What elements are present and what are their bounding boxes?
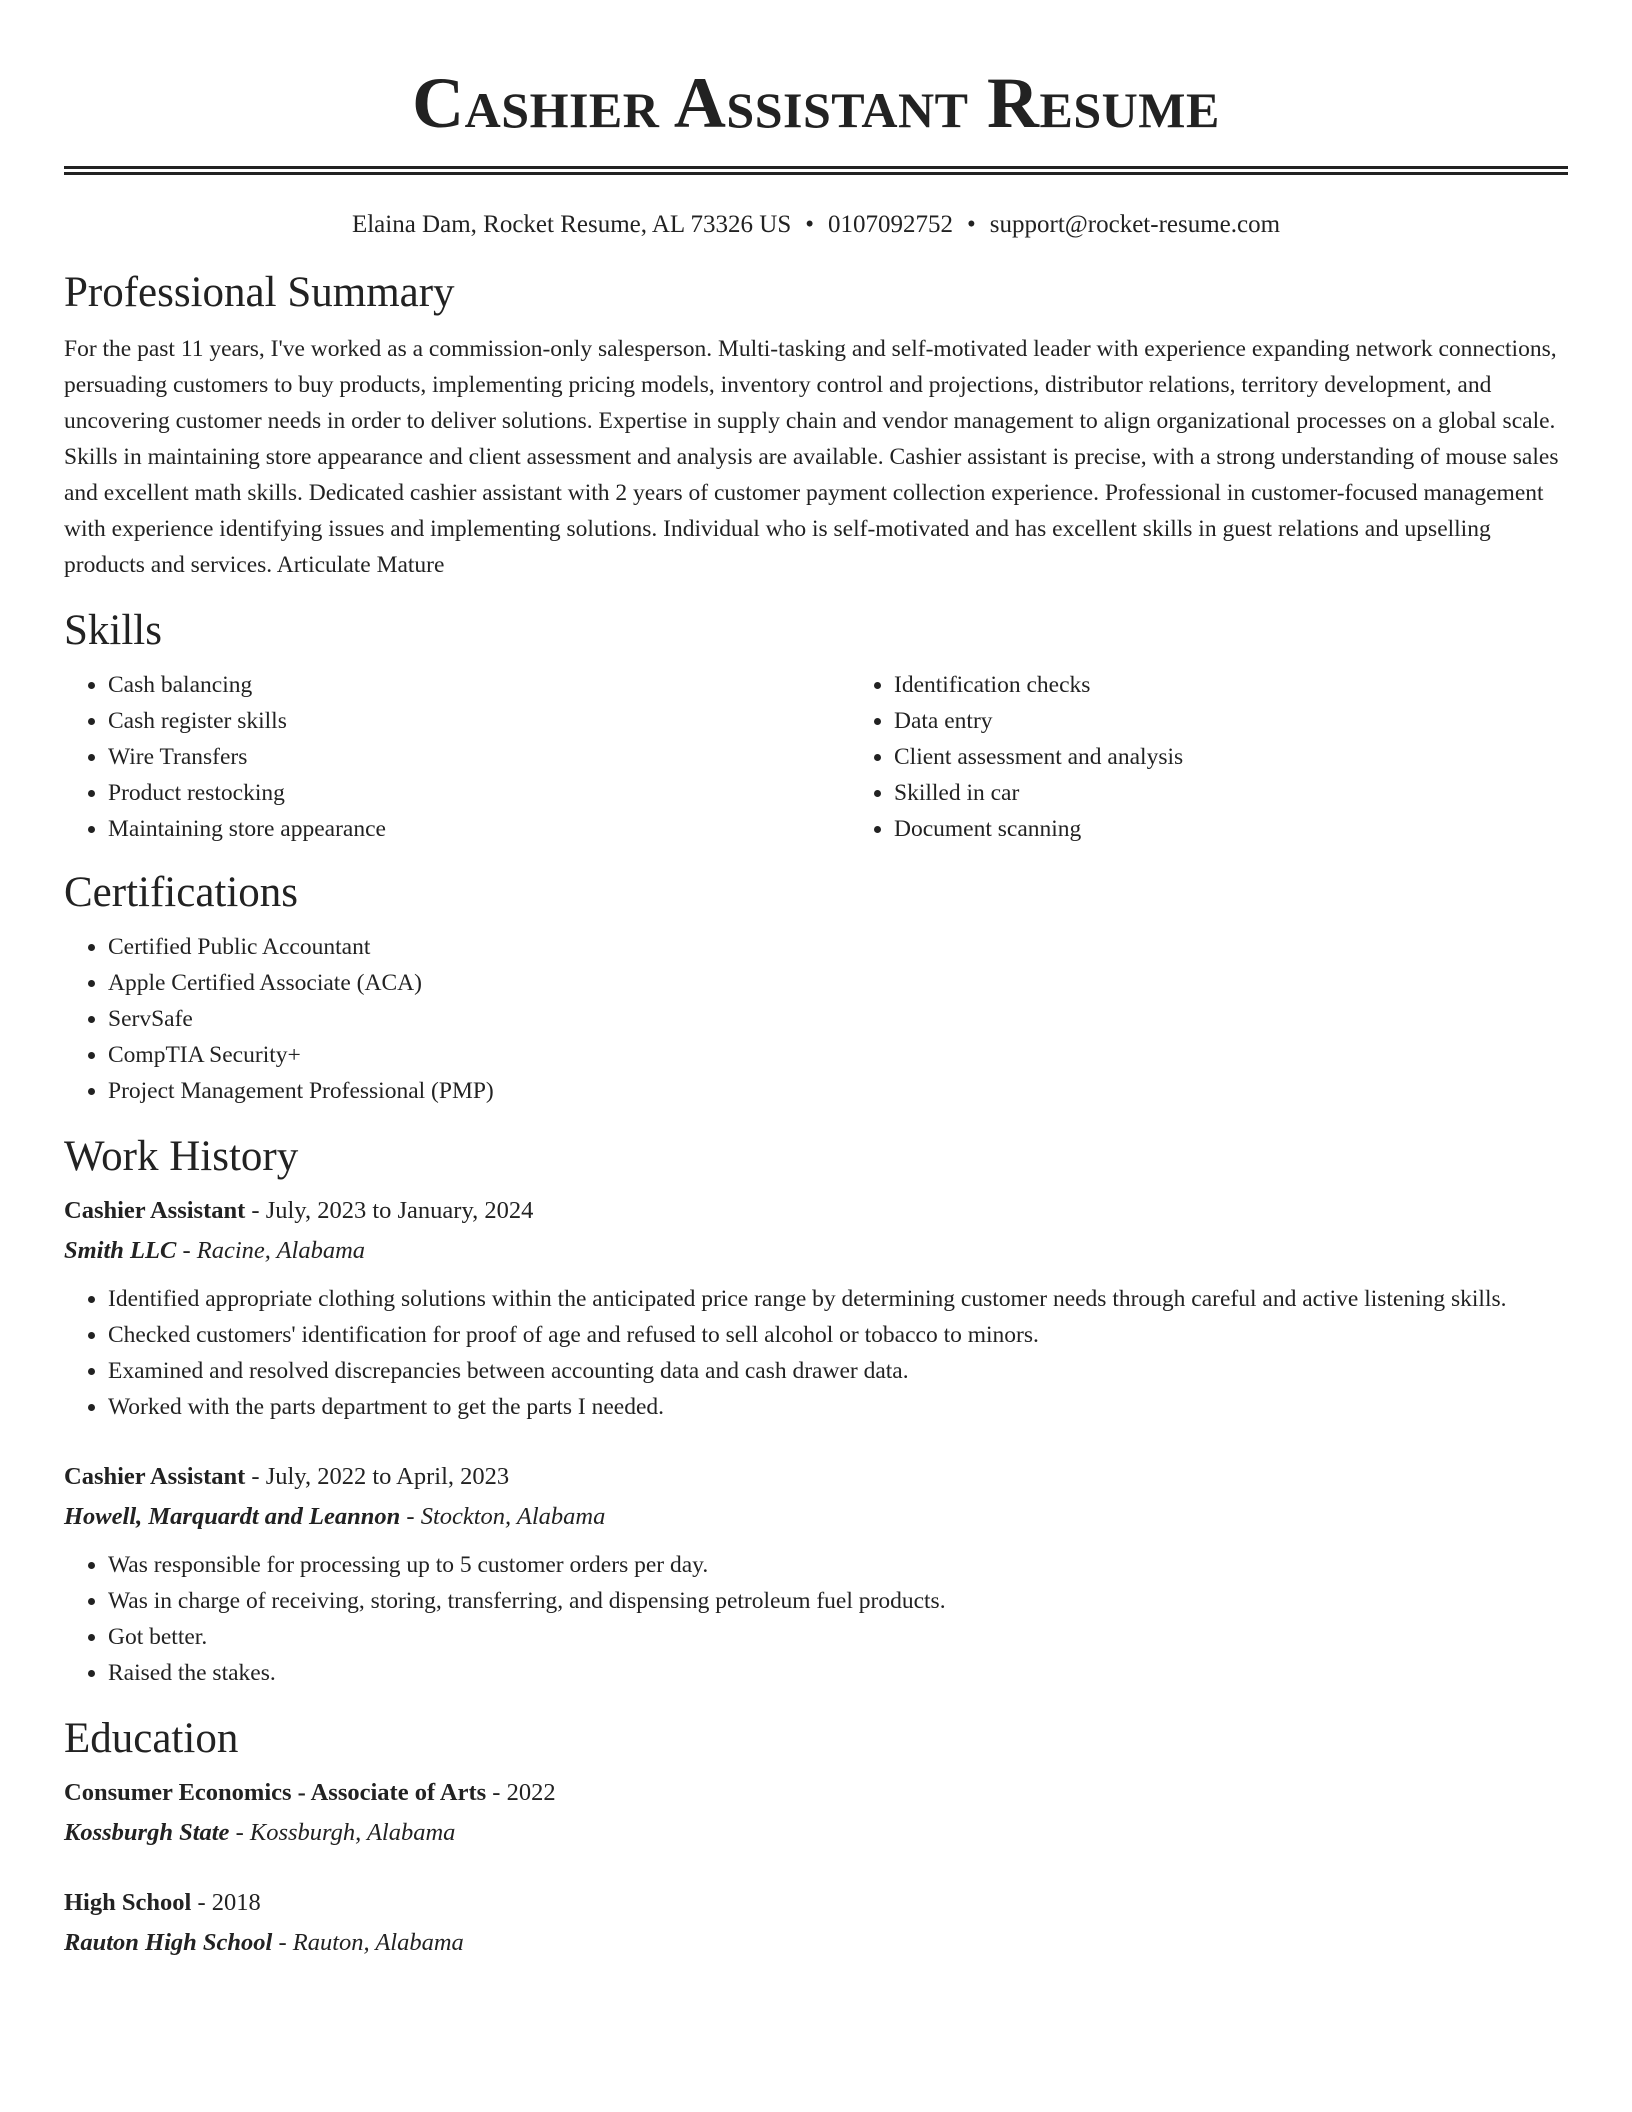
job-company: Smith LLC — [64, 1237, 177, 1264]
contact-line — [64, 209, 1568, 241]
work-history-heading: Work History — [64, 1133, 299, 1180]
job-location: Racine, Alabama — [196, 1237, 366, 1264]
certification-item: • Project Management Professional (PMP) — [108, 1073, 1568, 1109]
contact-separator: • — [967, 211, 976, 238]
contact-email: support@rocket-resume.com — [989, 211, 1281, 238]
job-duties-list — [64, 1547, 1568, 1691]
skills-heading: Skills — [64, 607, 162, 654]
job-entry — [64, 1457, 1568, 1691]
skill-item: • Product restocking — [108, 775, 850, 811]
contact-separator: • — [805, 211, 814, 238]
skill-item: • Identification checks — [894, 667, 1632, 703]
certifications-heading: Certifications — [64, 869, 299, 916]
education-degree-line — [64, 1883, 1568, 1923]
skill-item: • Document scanning — [894, 811, 1632, 847]
education-entry — [64, 1773, 1568, 1853]
summary-heading: Professional Summary — [64, 269, 455, 316]
skill-item: • Data entry — [894, 703, 1632, 739]
summary-text: For the past 11 years, I've worked as a commission-only salesperson. Multi-tasking and self-motivated leader with experience expanding network connections, persuading customers to buy products, implementing pricing models, inventory control and projections, distributor relations, territory development, and uncovering customer needs in order to deliver solutions. Expertise in supply chain and vendor management to align organizational processes on a global scale. Skills in maintaining store appearance and client assessment and analysis are available. Cashier assistant is precise, with a strong understanding of mouse sales and excellent math skills. Dedicated cashier assistant with 2 years of customer payment collection experience. Professional in customer-focused management with experience identifying issues and implementing solutions. Individual who is self-motivated and has excellent skills in guest relations and upselling products and services. Articulate Mature — [64, 336, 1559, 578]
education-school: Kossburgh State — [64, 1819, 230, 1846]
job-company: Howell, Marquardt and Leannon — [64, 1503, 401, 1530]
dash: - — [176, 1237, 197, 1264]
job-title-line — [64, 1457, 1568, 1497]
certifications-list — [64, 929, 1568, 1109]
job-duty: • Raised the stakes. — [108, 1655, 1568, 1691]
job-duties-list — [64, 1281, 1568, 1425]
resume-title: Cashier Assistant Resume — [412, 63, 1220, 143]
dash: - — [400, 1503, 421, 1530]
job-location: Stockton, Alabama — [420, 1503, 606, 1530]
education-school: Rauton High School — [64, 1929, 273, 1956]
job-duty: • Worked with the parts department to get the parts I needed. — [108, 1389, 1568, 1425]
job-duty: • Identified appropriate clothing solutions within the anticipated price range by determining customer needs through careful and active listening skills. — [108, 1281, 1568, 1317]
certification-item: • ServSafe — [108, 1001, 1568, 1037]
job-duty: • Examined and resolved discrepancies between accounting data and cash drawer data. — [108, 1353, 1568, 1389]
education-location: Rauton, Alabama — [292, 1929, 464, 1956]
title-divider — [64, 166, 1568, 175]
education-location: Kossburgh, Alabama — [249, 1819, 456, 1846]
contact-address: Elaina Dam, Rocket Resume, AL 73326 US — [351, 211, 792, 238]
job-duty: • Checked customers' identification for proof of age and refused to sell alcohol or tobacco to minors. — [108, 1317, 1568, 1353]
skill-item: • Wire Transfers — [108, 739, 850, 775]
dash: - — [229, 1819, 250, 1846]
certification-item: • Certified Public Accountant — [108, 929, 1568, 965]
dash: - — [245, 1463, 266, 1490]
job-duty: • Was responsible for processing up to 5 customer orders per day. — [108, 1547, 1568, 1583]
skills-column-left — [64, 667, 850, 847]
contact-phone: 0107092752 — [828, 211, 953, 238]
job-title-line — [64, 1191, 1568, 1231]
job-dates: July, 2023 to January, 2024 — [265, 1197, 534, 1224]
job-company-line — [64, 1497, 1568, 1537]
job-role: Cashier Assistant — [64, 1197, 246, 1224]
skill-item: • Skilled in car — [894, 775, 1632, 811]
job-duty: • Was in charge of receiving, storing, transferring, and dispensing petroleum fuel products. — [108, 1583, 1568, 1619]
job-company-line — [64, 1231, 1568, 1271]
education-degree-line — [64, 1773, 1568, 1813]
education-year: 2022 — [506, 1779, 556, 1806]
education-year: 2018 — [211, 1889, 261, 1916]
skill-item: • Maintaining store appearance — [108, 811, 850, 847]
dash: - — [191, 1889, 212, 1916]
dash: - — [272, 1929, 293, 1956]
job-role: Cashier Assistant — [64, 1463, 246, 1490]
skill-item: • Cash register skills — [108, 703, 850, 739]
job-dates: July, 2022 to April, 2023 — [265, 1463, 510, 1490]
skill-item: • Cash balancing — [108, 667, 850, 703]
certification-item: • Apple Certified Associate (ACA) — [108, 965, 1568, 1001]
dash: - — [486, 1779, 507, 1806]
skills-list — [64, 667, 1568, 847]
education-heading: Education — [64, 1715, 239, 1762]
education-entry — [64, 1883, 1568, 1963]
dash: - — [245, 1197, 266, 1224]
education-school-line — [64, 1813, 1568, 1853]
job-entry — [64, 1191, 1568, 1425]
skill-item: • Client assessment and analysis — [894, 739, 1632, 775]
education-degree: Consumer Economics - Associate of Arts — [64, 1779, 487, 1806]
education-school-line — [64, 1923, 1568, 1963]
education-degree: High School — [64, 1889, 192, 1916]
job-duty: • Got better. — [108, 1619, 1568, 1655]
certification-item: • CompTIA Security+ — [108, 1037, 1568, 1073]
skills-column-right — [850, 667, 1632, 847]
